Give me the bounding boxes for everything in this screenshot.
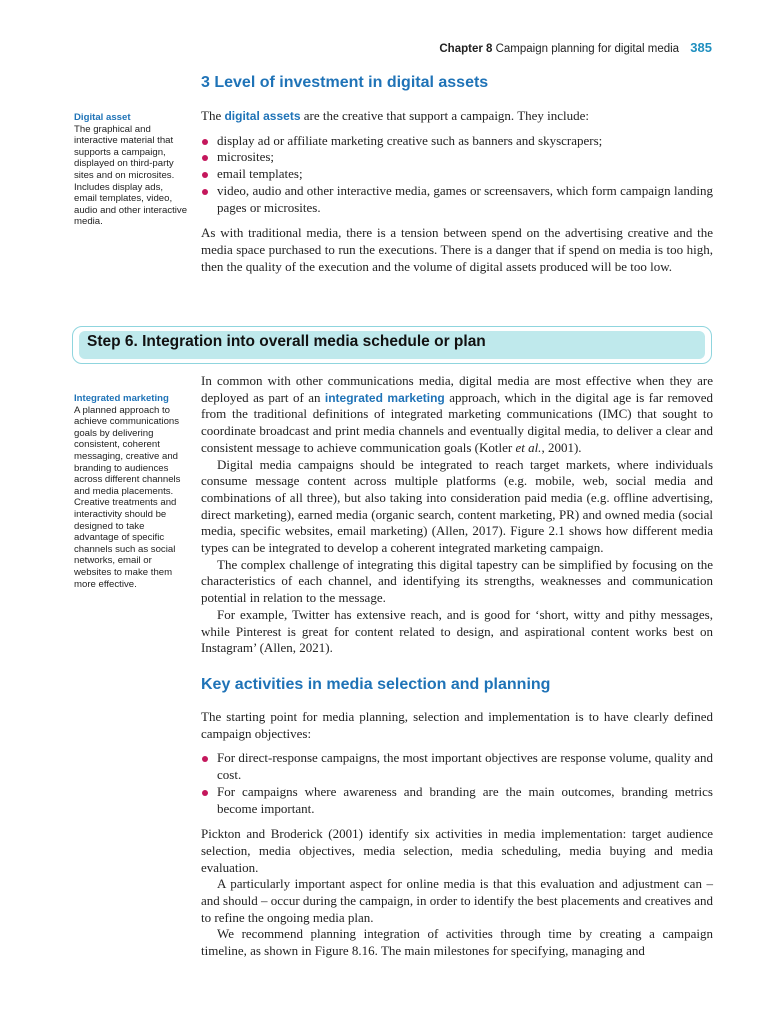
- paragraph: For example, Twitter has extensive reach, and is good for ‘short, witty and pithy messages, while Pinterest is great for content related to design, and aspirational content works best on Instagram’ (Allen, 2021).: [201, 606, 713, 656]
- page-number: 385: [690, 40, 712, 55]
- step-box: [72, 326, 712, 364]
- list-item: microsites;: [201, 149, 713, 166]
- chapter-title: Campaign planning for digital media: [495, 43, 680, 55]
- section1-body: [201, 108, 713, 275]
- paragraph: The complex challenge of integrating this digital tapestry can be simplified by focusing on the characteristics of each channel, and identifying its strengths, weaknesses and communication potential in relation to the message.: [201, 556, 713, 606]
- section-heading-digital-assets: 3 Level of investment in digital assets: [201, 74, 489, 91]
- list-item: For direct-response campaigns, the most important objectives are response volume, quality and cost.: [201, 750, 713, 783]
- section3-body: [201, 709, 713, 960]
- list-item: email templates;: [201, 166, 713, 183]
- objective-list: [201, 750, 713, 817]
- margin-term: Digital asset: [74, 112, 131, 123]
- tension-paragraph: As with traditional media, there is a tension between spend on the advertising creative and the media space purchased to run the executions. There is a danger that if spend on media is too high, then the quality of the execution and the volume of digital assets produced will be too low.: [201, 225, 713, 274]
- paragraph: The starting point for media planning, selection and implementation is to have clearly defined campaign objectives:: [201, 709, 713, 741]
- asset-list: [201, 133, 713, 217]
- margin-term: Integrated marketing: [74, 393, 169, 404]
- step-title: Step 6. Integration into overall media schedule or plan: [87, 333, 486, 350]
- margin-definition: The graphical and interactive material that supports a campaign, displayed on third-party sites and on microsites. Includes display ads, email templates, video, audio and other interactive media.: [74, 123, 188, 228]
- intro-paragraph: The digital assets are the creative that support a campaign. They include:: [201, 108, 590, 123]
- section2-body: [201, 373, 713, 657]
- margin-note-digital-asset: [74, 112, 188, 228]
- margin-definition: A planned approach to achieve communications goals by delivering consistent, coherent messaging, creative and branding to audiences across different channels and media placements. Creative treatments and interactivity should be designed to take advantage of specific channels such as social networks, email or websites to make them more effective.: [74, 404, 181, 590]
- margin-note-integrated-marketing: [74, 393, 188, 590]
- list-item: For campaigns where awareness and branding are the main outcomes, branding metrics become important.: [201, 784, 713, 817]
- chapter-label: Chapter 8: [439, 43, 493, 55]
- paragraph: We recommend planning integration of activities through time by creating a campaign timeline, as shown in Figure 8.16. The main milestones for specifying, managing and: [201, 926, 713, 959]
- keyword-integrated-marketing: integrated marketing: [324, 390, 445, 405]
- keyword-digital-assets: digital assets: [224, 109, 301, 123]
- paragraph: Digital media campaigns should be integrated to reach target markets, where individuals consume message content across multiple platforms (e.g. mobile, web, social media and combinations of all three), but also taking into consideration paid media (e.g. offline advertising, direct marketing), earned media (organic search, content marketing, PR) and owned media (social media, specific websites, email marketing) (Allen, 2017). Figure 2.1 shows how different media types can be integrated to develop a coherent integrated marketing campaign.: [201, 456, 713, 556]
- running-head: [439, 40, 712, 55]
- paragraph: In common with other communications media, digital media are most effective when they are deployed as part of an integrated marketing approach, which in the digital age is far removed from the traditional definitions of integrated marketing communications (IMC) that sought to coordinate broadcast and print media channels and eventually digital media, to deliver a clear and consistent message to achieve communication goals (Kotler et al., 2001).: [201, 373, 714, 455]
- list-item: video, audio and other interactive media, games or screensavers, which form campaign landing pages or microsites.: [201, 183, 713, 216]
- paragraph: Pickton and Broderick (2001) identify six activities in media implementation: target audience selection, media objectives, media selection, media scheduling, media buying and media evaluation.: [201, 826, 713, 875]
- list-item: display ad or affiliate marketing creative such as banners and skyscrapers;: [201, 133, 713, 150]
- section-heading-key-activities: Key activities in media selection and planning: [201, 676, 551, 693]
- paragraph: A particularly important aspect for online media is that this evaluation and adjustment can – and should – occur during the campaign, in order to identify the best placements and creatives and to refine the ongoing media plan.: [201, 876, 713, 925]
